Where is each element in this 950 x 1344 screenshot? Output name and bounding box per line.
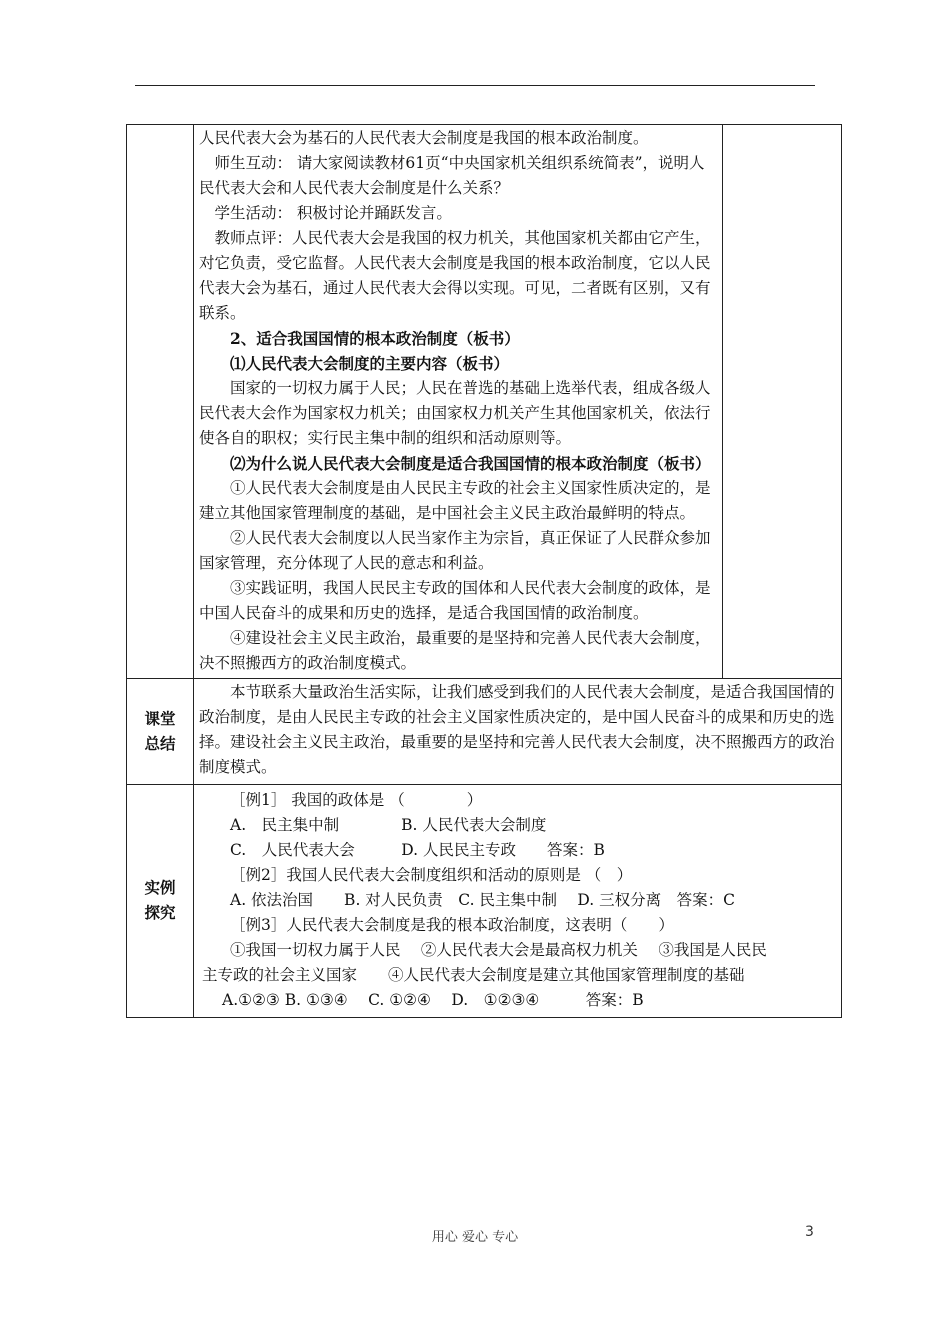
example-line: 主专政的社会主义国家 ④人民代表大会制度是建立其他国家管理制度的基础 xyxy=(202,966,745,984)
header-rule xyxy=(135,85,815,86)
example-line: ［例1］ 我国的政体是 （ ） xyxy=(230,791,483,809)
summary-label-line1: 课堂 xyxy=(144,709,176,728)
lesson-table xyxy=(126,124,842,1018)
summary-content-cell xyxy=(194,679,842,785)
continuation-paragraph: ⑵为什么说人民代表大会制度是适合我国国情的根本政治制度（板书） xyxy=(230,454,711,473)
example-line: ［例2］我国人民代表大会制度组织和活动的原则是 （ ） xyxy=(230,866,633,884)
continuation-paragraph: 国家的一切权力属于人民；人民在普选的基础上选举代表，组成各级人民代表大会作为国家权力机关；由国家权力机关产生其他国家机关，依法行使各自的职权；实行民主集中制的组织和活动原则等。 xyxy=(199,379,711,447)
summary-text: 本节联系大量政治生活实际，让我们感受到我们的人民代表大会制度，是适合我国国情的政治制度，是由人民民主专政的社会主义国家性质决定的，是中国人民奋斗的成果和历史的选择。建设社会主义民主政治，最重要的是坚持和完善人民代表大会制度，决不照搬西方的政治制度模式。 xyxy=(199,683,835,776)
continuation-paragraph: 人民代表大会为基石的人民代表大会制度是我国的根本政治制度。 xyxy=(199,129,649,147)
continuation-paragraph: 2、适合我国国情的根本政治制度（板书） xyxy=(230,329,520,348)
summary-label xyxy=(127,679,194,785)
continuation-label-cell xyxy=(127,125,194,679)
examples-label-line2: 探究 xyxy=(144,904,176,922)
examples-content-cell xyxy=(194,785,842,1018)
continuation-paragraph: ④建设社会主义民主政治，最重要的是坚持和完善人民代表大会制度，决不照搬西方的政治制度模式。 xyxy=(199,629,711,672)
example-line: A.①②③ B. ①③④ C. ①②④ D. ①②③④ 答案：B xyxy=(222,991,644,1009)
examples-row xyxy=(127,785,842,1018)
continuation-paragraph: ②人民代表大会制度以人民当家作主为宗旨，真正保证了人民群众参加国家管理，充分体现了人民的意志和利益。 xyxy=(199,529,711,572)
continuation-row xyxy=(127,125,842,679)
page-number: 3 xyxy=(805,1224,814,1240)
example-line: A. 依法治国 B. 对人民负责 C. 民主集中制 D. 三权分离 答案：C xyxy=(230,891,735,909)
summary-label-line2: 总结 xyxy=(144,734,176,753)
example-line: A. 民主集中制 B. 人民代表大会制度 xyxy=(230,816,547,834)
continuation-content xyxy=(194,125,722,678)
continuation-content-cell xyxy=(194,125,723,679)
example-line: ［例3］人民代表大会制度是我的根本政治制度，这表明（ ） xyxy=(230,916,674,934)
continuation-paragraph: ①人民代表大会制度是由人民民主专政的社会主义国家性质决定的，是建立其他国家管理制度的基础，是中国社会主义民主政治最鲜明的特点。 xyxy=(199,479,711,522)
continuation-paragraph: 师生互动： 请大家阅读教材61页“中央国家机关组织系统简表”，说明人民代表大会和人民代表大会制度是什么关系？ xyxy=(199,154,705,197)
summary-row xyxy=(127,679,842,785)
example-line: ①我国一切权力属于人民 ②人民代表大会是最高权力机关 ③我国是人民民 xyxy=(230,941,767,959)
example-line: C. 人民代表大会 D. 人民民主专政 答案：B xyxy=(230,841,605,859)
continuation-paragraph: ⑴人民代表大会制度的主要内容（板书） xyxy=(230,354,510,373)
examples-label xyxy=(127,785,194,1018)
footer-text: 用心 爱心 专心 xyxy=(431,1230,519,1245)
continuation-paragraph: 教师点评：人民代表大会是我国的权力机关，其他国家机关都由它产生，对它负责，受它监督。人民代表大会制度是我国的根本政治制度，它以人民代表大会为基石，通过人民代表大会得以实现。可见，二者既有区别，又有联系。 xyxy=(199,229,711,322)
examples-content xyxy=(194,785,841,1017)
continuation-notes-cell xyxy=(723,125,842,679)
continuation-paragraph: 学生活动： 积极讨论并踊跃发言。 xyxy=(214,204,452,222)
examples-label-line1: 实例 xyxy=(144,879,176,897)
continuation-paragraph: ③实践证明，我国人民民主专政的国体和人民代表大会制度的政体，是中国人民奋斗的成果和历史的选择，是适合我国国情的政治制度。 xyxy=(199,579,711,622)
